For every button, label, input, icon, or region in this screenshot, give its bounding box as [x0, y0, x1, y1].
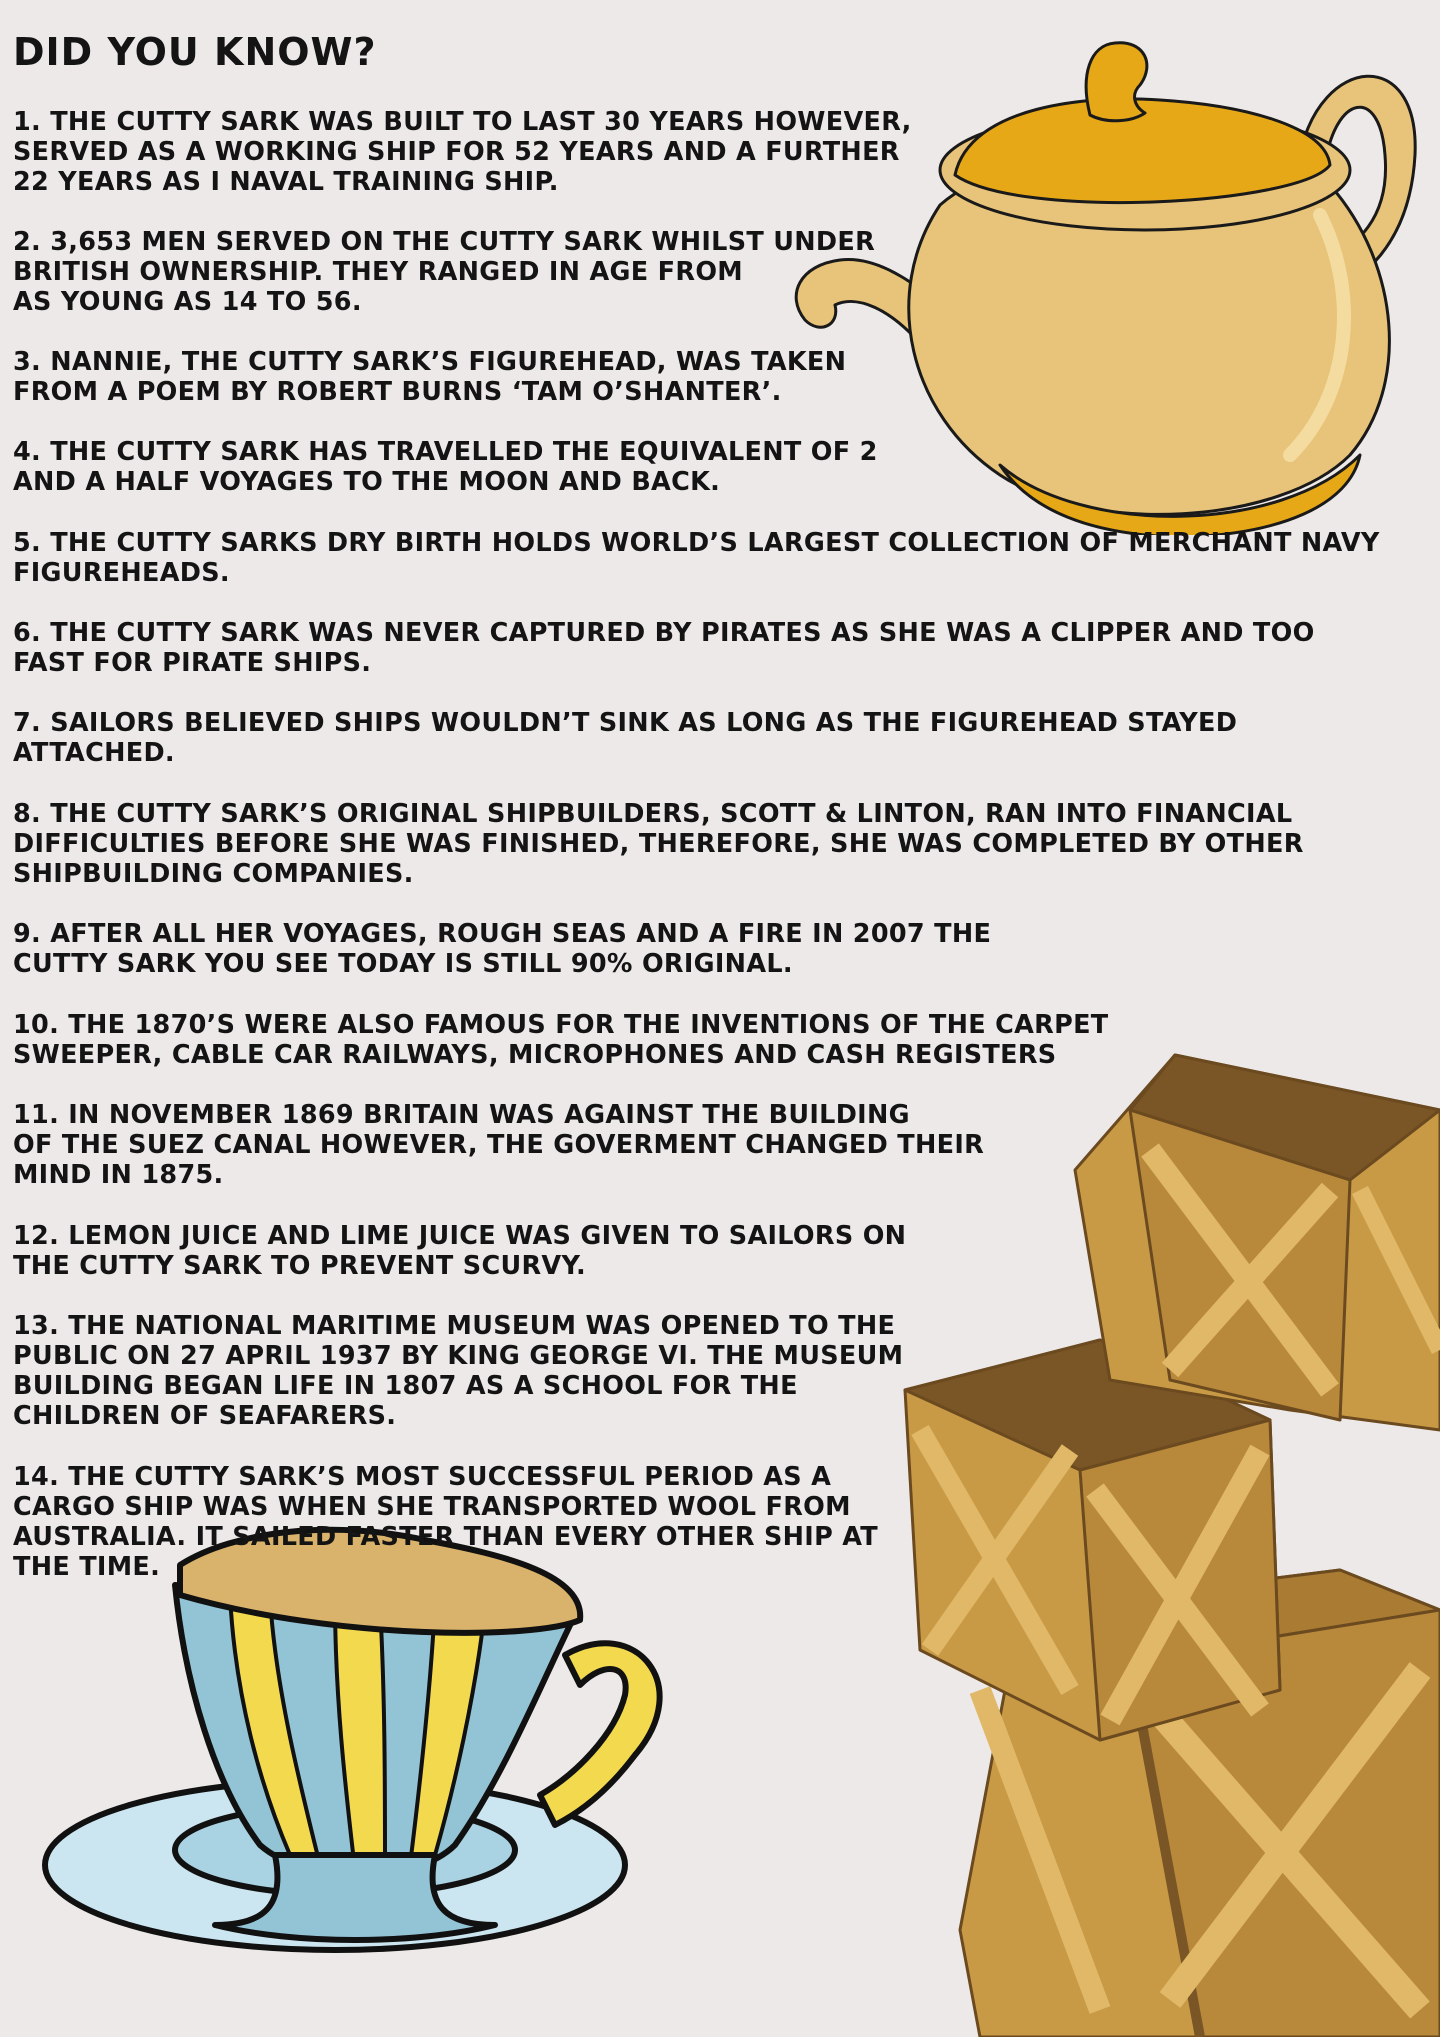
page-title: DID YOU KNOW? — [13, 30, 377, 74]
fact-2: 2. 3,653 MEN SERVED ON THE CUTTY SARK WHILST UNDER BRITISH OWNERSHIP. THEY RANGED IN AGE FROM AS YOUNG AS 14 TO 56. — [13, 227, 876, 317]
teacup-icon — [35, 1525, 685, 1960]
fact-9: 9. AFTER ALL HER VOYAGES, ROUGH SEAS AND A FIRE IN 2007 THE CUTTY SARK YOU SEE TODAY IS STILL 90% ORIGINAL. — [13, 919, 992, 979]
fact-3: 3. NANNIE, THE CUTTY SARK’S FIGUREHEAD, WAS TAKEN FROM A POEM BY ROBERT BURNS ‘TAM O’SHANTER’. — [13, 347, 847, 407]
fact-4: 4. THE CUTTY SARK HAS TRAVELLED THE EQUIVALENT OF 2 AND A HALF VOYAGES TO THE MOON AND BACK. — [13, 437, 878, 497]
fact-12: 12. LEMON JUICE AND LIME JUICE WAS GIVEN TO SAILORS ON THE CUTTY SARK TO PREVENT SCURVY. — [13, 1221, 907, 1281]
fact-8: 8. THE CUTTY SARK’S ORIGINAL SHIPBUILDERS, SCOTT & LINTON, RAN INTO FINANCIAL DIFFICULTIES BEFORE SHE WAS FINISHED, THEREFORE, SHE WAS COMPLETED BY OTHER SHIPBUILDING COMPANIES. — [13, 799, 1304, 889]
fact-1: 1. THE CUTTY SARK WAS BUILT TO LAST 30 YEARS HOWEVER, SERVED AS A WORKING SHIP FOR 52 YEARS AND A FURTHER 22 YEARS AS I NAVAL TRAINING SHIP. — [13, 107, 912, 197]
fact-7: 7. SAILORS BELIEVED SHIPS WOULDN’T SINK AS LONG AS THE FIGUREHEAD STAYED ATTACHED. — [13, 708, 1238, 768]
fact-10: 10. THE 1870’S WERE ALSO FAMOUS FOR THE INVENTIONS OF THE CARPET SWEEPER, CABLE CAR RAILWAYS, MICROPHONES AND CASH REGISTERS — [13, 1010, 1109, 1070]
fact-14: 14. THE CUTTY SARK’S MOST SUCCESSFUL PERIOD AS A CARGO SHIP WAS WHEN SHE TRANSPORTED WOOL FROM AUSTRALIA. IT SAILED FASTER THAN EVERY OTHER SHIP AT THE TIME. — [13, 1462, 878, 1582]
fact-11: 11. IN NOVEMBER 1869 BRITAIN WAS AGAINST THE BUILDING OF THE SUEZ CANAL HOWEVER, THE GOVERMENT CHANGED THEIR MIND IN 1875. — [13, 1100, 985, 1190]
fact-6: 6. THE CUTTY SARK WAS NEVER CAPTURED BY PIRATES AS SHE WAS A CLIPPER AND TOO FAST FOR PIRATE SHIPS. — [13, 618, 1315, 678]
fact-5: 5. THE CUTTY SARKS DRY BIRTH HOLDS WORLD’S LARGEST COLLECTION OF MERCHANT NAVY FIGUREHEADS. — [13, 528, 1380, 588]
wooden-crates-icon — [900, 1050, 1440, 2037]
fact-13: 13. THE NATIONAL MARITIME MUSEUM WAS OPENED TO THE PUBLIC ON 27 APRIL 1937 BY KING GEORGE VI. THE MUSEUM BUILDING BEGAN LIFE IN 1807 AS A SCHOOL FOR THE CHILDREN OF SEAFARERS. — [13, 1311, 904, 1431]
